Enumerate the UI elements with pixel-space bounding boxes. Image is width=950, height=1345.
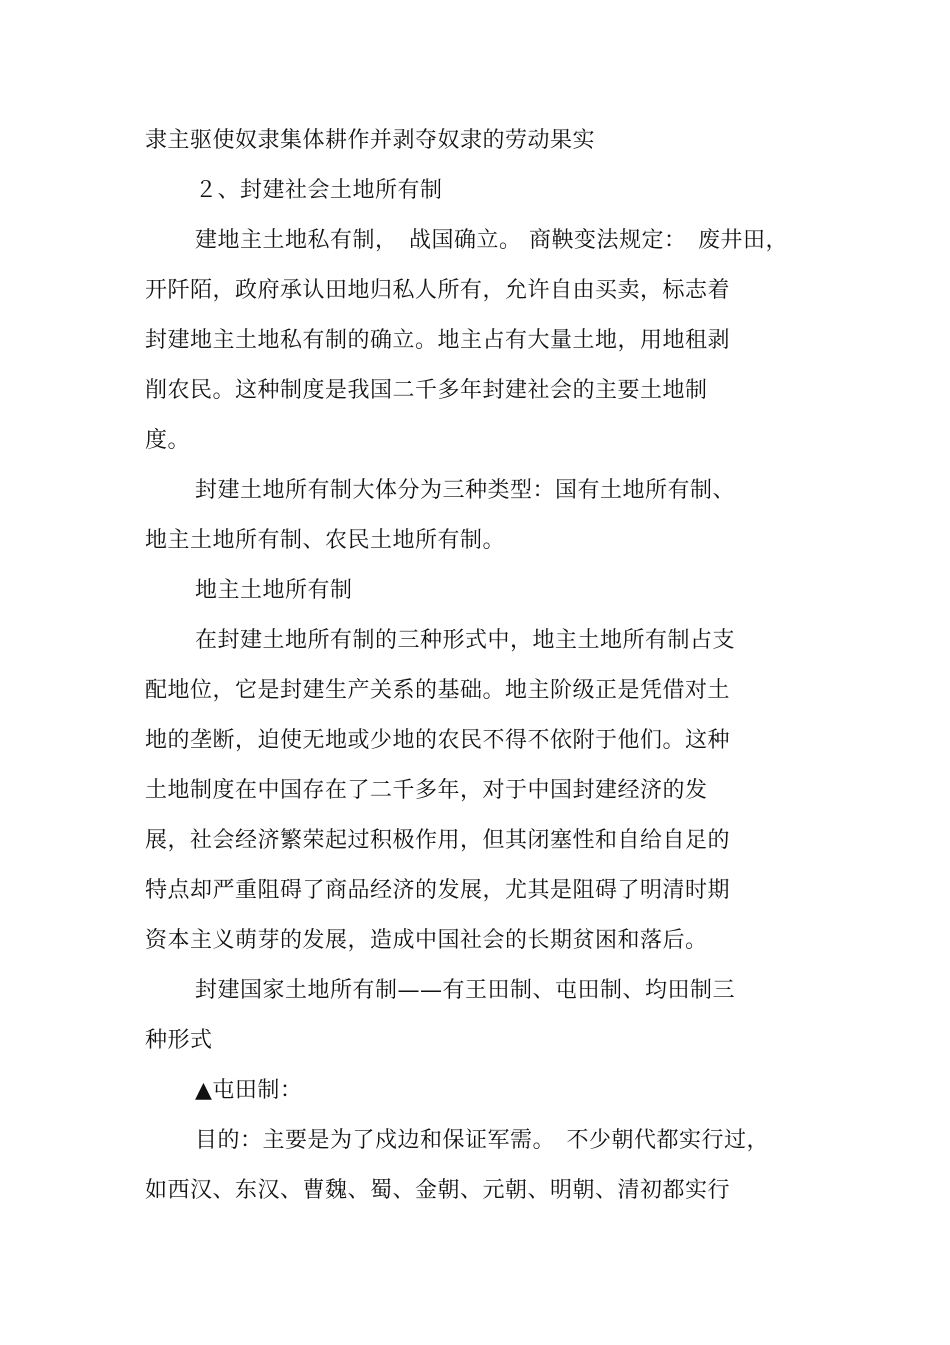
paragraph-line: 地的垄断，迫使无地或少地的农民不得不依附于他们。这种 <box>145 728 731 753</box>
subsection-heading: 地主土地所有制 <box>195 578 353 603</box>
subsection-heading: ▲屯田制： <box>195 1078 303 1103</box>
paragraph-line: 地主土地所有制、农民土地所有制。 <box>145 528 506 553</box>
paragraph-line: 目的：主要是为了戍边和保证军需。 不少朝代都实行过， <box>195 1128 770 1153</box>
paragraph-line: 封建土地所有制大体分为三种类型：国有土地所有制、 <box>195 478 736 503</box>
section-heading: ２、封建社会土地所有制 <box>195 178 443 203</box>
paragraph-line: 特点却严重阻碍了商品经济的发展，尤其是阻碍了明清时期 <box>145 878 731 903</box>
paragraph-line: 土地制度在中国存在了二千多年，对于中国封建经济的发 <box>145 778 708 803</box>
paragraph-line: 封建地主土地私有制的确立。地主占有大量土地，用地租剥 <box>145 328 731 353</box>
paragraph-line: 开阡陌，政府承认田地归私人所有，允许自由买卖，标志着 <box>145 278 731 303</box>
paragraph-line: 在封建土地所有制的三种形式中，地主土地所有制占支 <box>195 628 736 653</box>
paragraph-line: 配地位，它是封建生产关系的基础。地主阶级正是凭借对土 <box>145 678 731 703</box>
paragraph-line: 种形式 <box>145 1028 213 1053</box>
paragraph-line: 展，社会经济繁荣起过积极作用，但其闭塞性和自给自足的 <box>145 828 731 853</box>
paragraph-line: 隶主驱使奴隶集体耕作并剥夺奴隶的劳动果实 <box>145 128 596 153</box>
paragraph-line: 建地主土地私有制， 战国确立。 商鞅变法规定： 废井田， <box>195 228 788 253</box>
paragraph-line: 资本主义萌芽的发展，造成中国社会的长期贫困和落后。 <box>145 928 708 953</box>
paragraph-line: 削农民。这种制度是我国二千多年封建社会的主要土地制 <box>145 378 708 403</box>
paragraph-line: 如西汉、东汉、曹魏、蜀、金朝、元朝、明朝、清初都实行 <box>145 1178 731 1203</box>
paragraph-line: 度。 <box>145 428 191 453</box>
paragraph-line: 封建国家土地所有制——有王田制、屯田制、均田制三 <box>195 978 736 1003</box>
